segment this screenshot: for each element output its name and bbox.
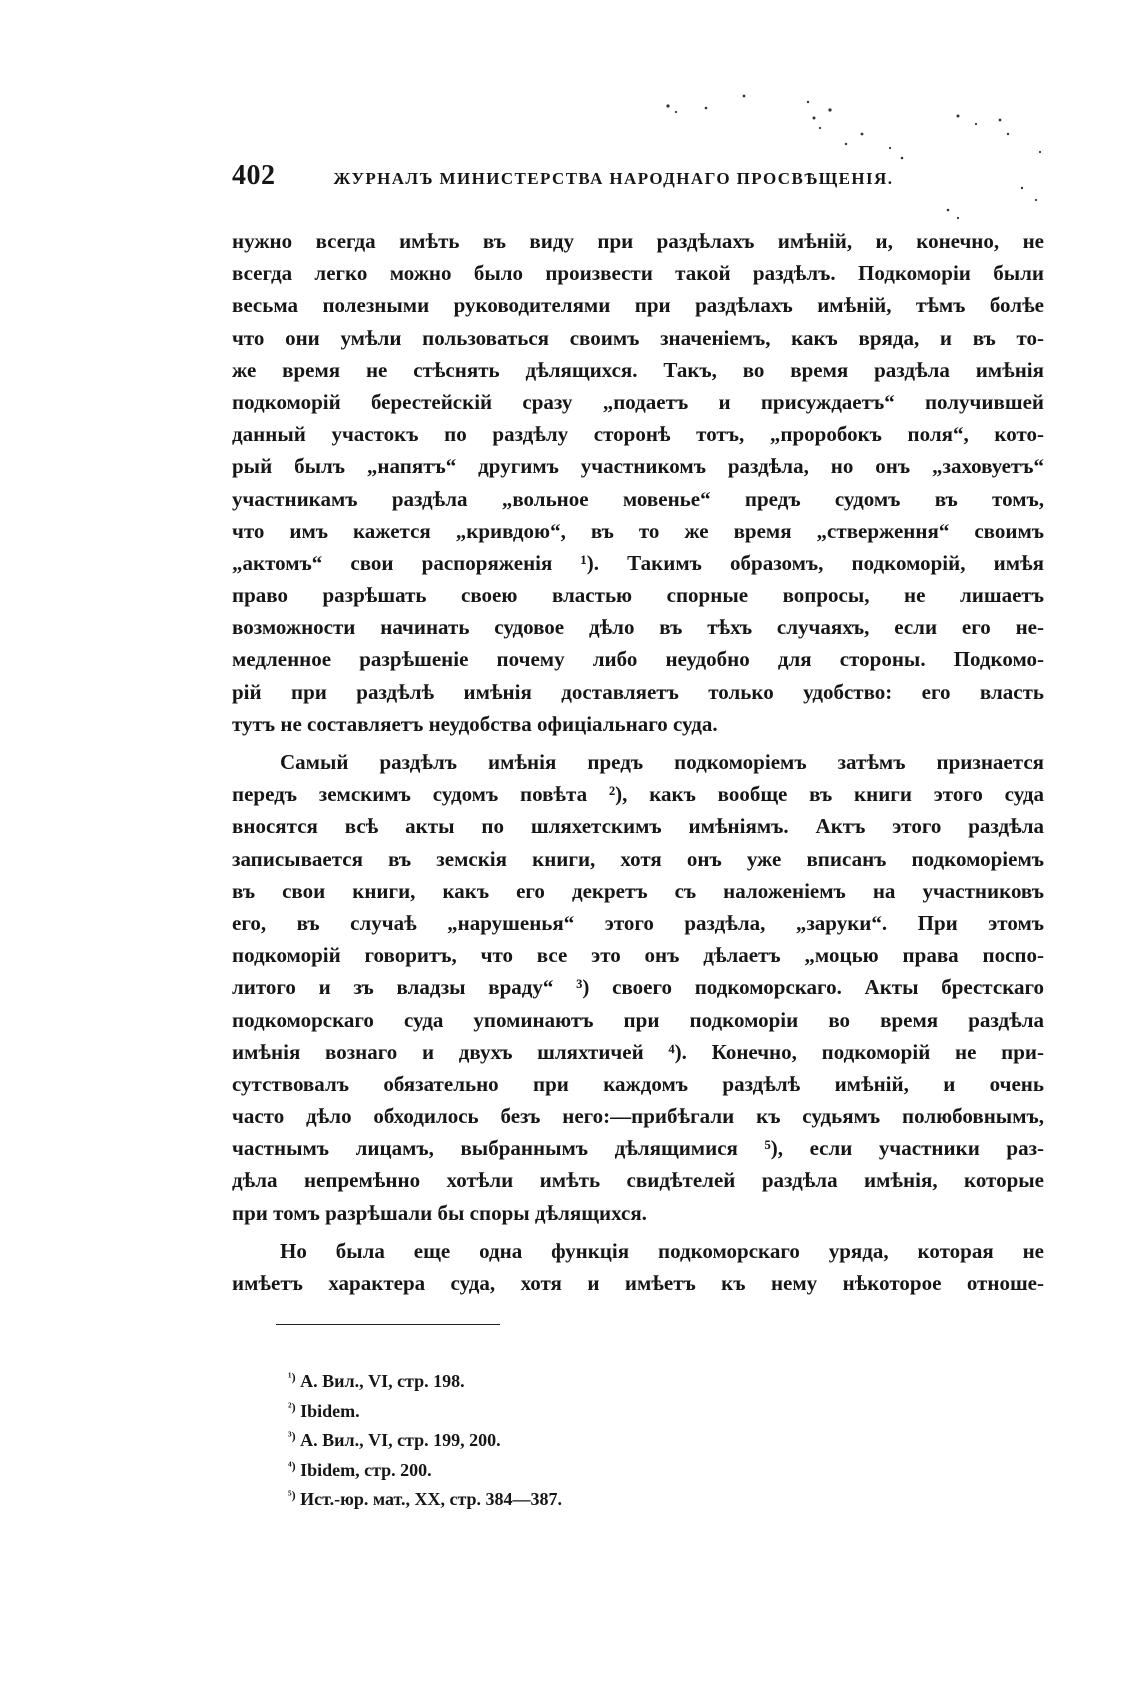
text-line: тутъ не составляетъ неудобства офиціальнаго суда. <box>232 711 718 736</box>
paragraph <box>232 1235 1044 1299</box>
footnote-text: А. Вил., VI, стр. 199, 200. <box>300 1430 501 1450</box>
text-line: весьма полезными руководителями при раздѣлахъ имѣній, тѣмъ болѣе <box>232 293 1044 318</box>
body-text <box>232 225 1044 1299</box>
text-line: литого и зъ владзы враду“ ³) своего подкоморскаго. Акты брестскаго <box>232 975 1044 1000</box>
text-line: что имъ кажется „кривдою“, въ то же время „стверження“ своимъ <box>232 518 1044 543</box>
footnote-mark: ²) <box>288 1399 296 1414</box>
text-line: Но была еще одна функція подкоморскаго уряда, которая не <box>280 1238 1044 1263</box>
page-number: 402 <box>232 160 276 191</box>
text-line: подкоморій берестейскій сразу „подаетъ и присуждаетъ“ получившей <box>232 389 1044 414</box>
footnotes <box>288 1363 788 1511</box>
text-line: частнымъ лицамъ, выбраннымъ дѣлящимися ⁵), если участники раз- <box>232 1136 1044 1161</box>
scan-noise <box>0 0 1140 240</box>
footnote-text: Ibidem, стр. 200. <box>300 1459 432 1480</box>
footnote-text: Ibidem. <box>300 1400 360 1421</box>
text-line: медленное разрѣшеніе почему либо неудобно для стороны. Подкомо- <box>232 647 1044 672</box>
footnote-text: Ист.-юр. мат., XX, стр. 384—387. <box>300 1489 563 1509</box>
text-line: право разрѣшать своею властью спорные вопросы, не лишаетъ <box>232 583 1044 608</box>
text-line: нужно всегда имѣть въ виду при раздѣлахъ имѣній, и, конечно, не <box>232 229 1044 253</box>
text-line: передъ земскимъ судомъ повѣта ²), какъ вообще въ книги этого суда <box>232 782 1044 807</box>
text-line: рый былъ „напятъ“ другимъ участникомъ раздѣла, но онъ „заховуетъ“ <box>232 454 1044 479</box>
footnote <box>288 1422 788 1452</box>
running-title: ЖУРНАЛЪ МИНИСТЕРСТВА НАРОДНАГО ПРОСВѢЩЕНІЯ. <box>333 169 894 188</box>
text-line: данный участокъ по раздѣлу сторонѣ тотъ, „проробокъ поля“, кото- <box>232 422 1044 447</box>
text-line: часто дѣло обходилось безъ него:—прибѣгали къ судьямъ полюбовнымъ, <box>232 1104 1044 1129</box>
footnote-mark: ⁴) <box>288 1458 296 1473</box>
text-line: въ свои книги, какъ его декретъ съ наложеніемъ на участниковъ <box>232 878 1044 903</box>
text-line: подкоморій говоритъ, что все это онъ дѣлаетъ „моцью права поспо- <box>232 943 1044 968</box>
footnote-mark: ³) <box>288 1429 296 1443</box>
footnote <box>288 1363 788 1393</box>
text-line: дѣла непремѣнно хотѣли имѣть свидѣтелей раздѣла имѣнія, которые <box>232 1168 1044 1193</box>
text-line: что они умѣли пользоваться своимъ значеніемъ, какъ вряда, и въ то- <box>232 325 1044 350</box>
footnote <box>288 1393 788 1423</box>
text-line: „актомъ“ свои распоряженія ¹). Такимъ образомъ, подкоморій, имѣя <box>232 550 1044 575</box>
text-line: подкоморскаго суда упоминаютъ при подкоморіи во время раздѣла <box>232 1007 1044 1032</box>
text-line: сутствовалъ обязательно при каждомъ раздѣлѣ имѣній, и очень <box>232 1071 1044 1096</box>
paragraph <box>232 225 1044 740</box>
footnote-mark: ⁵) <box>288 1488 296 1502</box>
footnote <box>288 1452 788 1482</box>
text-line: всегда легко можно было произвести такой раздѣлъ. Подкоморіи были <box>232 261 1044 286</box>
footnote-divider <box>276 1324 500 1325</box>
text-line: участникамъ раздѣла „вольное мовенье“ предъ судомъ въ томъ, <box>232 486 1044 511</box>
text-line: же время не стѣснять дѣлящихся. Такъ, во время раздѣла имѣнія <box>232 357 1044 382</box>
text-line: Самый раздѣлъ имѣнія предъ подкоморіемъ затѣмъ признается <box>280 750 1044 774</box>
text-line: имѣетъ характера суда, хотя и имѣетъ къ нему нѣкоторое отноше- <box>232 1271 1044 1295</box>
text-line: имѣнія вознаго и двухъ шляхтичей ⁴). Конечно, подкоморій не при- <box>232 1039 1044 1064</box>
text-line: его, въ случаѣ „нарушенья“ этого раздѣла, „заруки“. При этомъ <box>232 910 1044 935</box>
footnote-text: А. Вил., VI, стр. 198. <box>300 1371 465 1391</box>
footnote-mark: ¹) <box>288 1370 296 1384</box>
paragraph <box>232 746 1044 1229</box>
text-line: вносятся всѣ акты по шляхетскимъ имѣніямъ. Актъ этого раздѣла <box>232 814 1044 839</box>
text-line: рій при раздѣлѣ имѣнія доставляетъ только удобство: его власть <box>232 679 1044 704</box>
text-line: при томъ разрѣшали бы споры дѣлящихся. <box>232 1200 647 1225</box>
page-header <box>232 160 952 200</box>
footnote <box>288 1481 788 1511</box>
text-line: возможности начинать судовое дѣло въ тѣхъ случаяхъ, если его не- <box>232 615 1044 640</box>
text-line: записывается въ земскія книги, хотя онъ уже вписанъ подкоморіемъ <box>232 846 1044 871</box>
